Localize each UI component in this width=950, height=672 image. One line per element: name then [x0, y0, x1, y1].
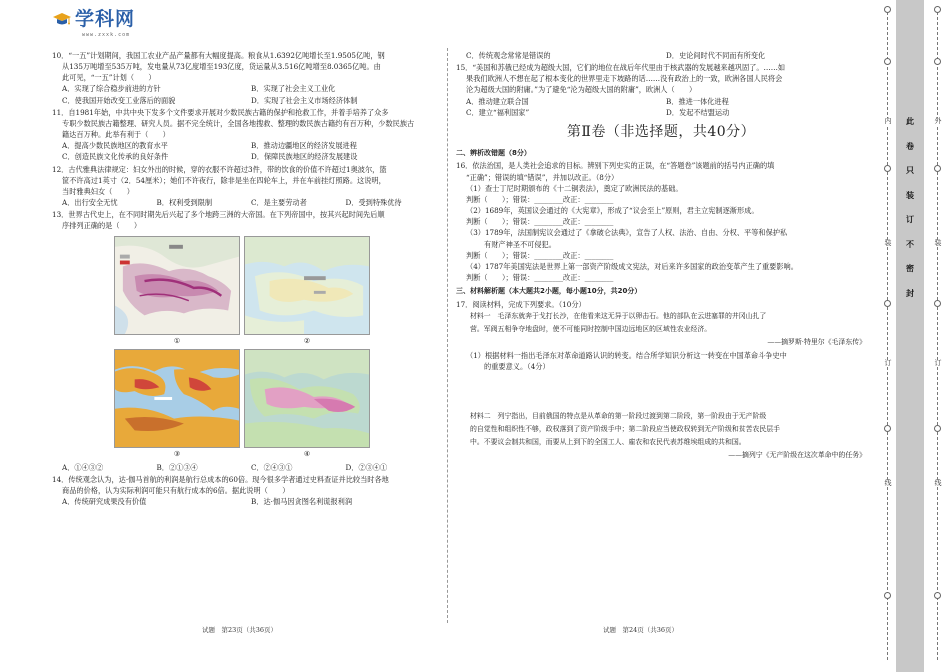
option-b: B．推动边疆地区的经济发展进程 [251, 141, 357, 151]
option-c: C．传统观念常常是错误的 [466, 51, 551, 60]
map-label: ① [173, 336, 181, 345]
seal-char: 密 [906, 264, 914, 273]
sub-question: （1）根据材料一指出毛泽东对革命道路认识的转变。结合所学知识分析这一转变在中国革命斗争史中 [466, 350, 787, 360]
option-a: A．①④③② [62, 462, 104, 472]
option-b: B．权利受到限制 [156, 198, 213, 208]
binding-label: 外 [932, 118, 944, 125]
question-stem: 当时雅典妇女（ ） [62, 186, 134, 196]
seal-notice [896, 110, 924, 306]
question-13 [52, 209, 440, 472]
question-14 [52, 474, 440, 507]
binding-label: 装 [882, 240, 894, 247]
question-stem: 序排列正确的是（ ） [62, 221, 142, 231]
binding-circle [934, 6, 941, 13]
option-b: B．实现了社会主义工业化 [251, 84, 336, 94]
option-c: C．②④③① [251, 462, 293, 472]
question-stem: 14．传统观念认为，达·伽马首航的利润是航行总成本的60倍。现今很多学者通过史料查证并比较当时各地 [52, 474, 389, 484]
question-stem: 沦为超级大国的附庸。”为了避免“沦为超级大国的附庸”，欧洲人（ ） [466, 85, 697, 95]
inner-binding-line [887, 12, 888, 660]
material-2 [456, 410, 866, 462]
binding-circle [934, 165, 941, 172]
seal-char: 只 [906, 166, 914, 175]
option-d: D．发起不结盟运动 [666, 107, 730, 117]
binding-circle [934, 300, 941, 307]
section-title: 三、材料解析题（本大题共2小题，每小题10分，共20分） [456, 287, 642, 296]
answer-space [456, 372, 866, 410]
seal-char: 订 [906, 215, 914, 224]
seal-char: 卷 [906, 141, 914, 151]
binding-label: 订 [932, 360, 944, 367]
sub-item: （1）查士丁尼时期颁布的《十二铜表法》，奠定了欧洲民法的基础。 [466, 183, 683, 193]
site-logo[interactable] [52, 8, 136, 38]
page-footer-left: 试题 第23页（共36页） [202, 626, 278, 634]
seal-strip [896, 0, 924, 672]
logo-text: 学科网 [75, 8, 136, 30]
option-d: D．史论间时代不同而有所变化 [666, 51, 766, 60]
judge-line: 判断（ ）；错误：________改正：________ [466, 217, 614, 227]
binding-circle [934, 592, 941, 599]
binding-circle [884, 6, 891, 13]
material-1 [456, 310, 866, 349]
map-image [244, 349, 370, 448]
sub-item: （2）1689年，英国议会通过的《大宪章》，形成了“议会至上”原则，君主立宪制逐渐形成。 [466, 206, 759, 216]
option-list [456, 50, 866, 61]
option-a: A．出行安全无忧 [62, 198, 118, 208]
option-list [52, 496, 440, 507]
seal-char: 装 [906, 190, 914, 200]
sub-item: （3）1789年，法国制宪议会通过了《拿破仑法典》，宣告了人权、法治、自由、分权、平等和保护私 [466, 228, 788, 238]
option-b: B．推进一体化进程 [666, 96, 729, 106]
question-stem: 籍达百万种。此举有利于（ ） [62, 130, 170, 140]
map-image [114, 236, 240, 335]
map-label: ④ [303, 449, 311, 458]
seal-char: 不 [906, 239, 914, 249]
material-text: 中。不要议会制共和国，而要从上到下的全国工人、雇农和农民代表苏维埃组成的共和国。 [470, 438, 746, 447]
option-a: A．实现了综合稳步前进的方针 [62, 84, 161, 94]
binding-circle [934, 58, 941, 65]
option-d: D．实现了社会主义市场经济体制 [251, 95, 358, 105]
page-footer-right: 试题 第24页（共36页） [603, 626, 679, 634]
question-11 [52, 107, 440, 163]
option-list [52, 140, 440, 162]
question-stem: 商品的价格，认为实际利润可能只有航行成本的6倍。据此说明（ ） [62, 485, 290, 495]
judge-line: 判断（ ）；错误：________改正：________ [466, 273, 614, 283]
question-stem: 12．古代雅典法律规定：妇女外出的时候，穿的衣服不许超过3件，带的饮食的价值不许超过1奥波尔，篮 [52, 164, 387, 174]
binding-circle [884, 425, 891, 432]
part-2-title: 第Ⅱ卷（非选择题，共40分） [566, 123, 756, 140]
option-c: C．创造民族文化传承的良好条件 [62, 152, 169, 162]
map-1 [114, 236, 240, 347]
left-column [52, 50, 440, 508]
option-d: D．②③④① [345, 462, 388, 472]
binding-label: 内 [882, 118, 894, 125]
binding-circle [884, 165, 891, 172]
option-c: C．是主要劳动者 [251, 198, 307, 208]
material-attribution: ——摘罗斯·特里尔《毛泽东传》 [767, 338, 866, 347]
option-b: B．②①③④ [156, 462, 198, 472]
question-10 [52, 50, 440, 106]
option-d: D．受到特殊优待 [345, 198, 402, 208]
material-text: 材料一 毛泽东就奔于戈打长沙，在他看来这无异于以卵击石。他的部队在云进塞罪的井冈山扎了 [470, 312, 767, 321]
graduation-cap-icon [52, 12, 72, 28]
sub-item-cont: 有财产神圣不可侵犯。 [484, 239, 556, 249]
seal-char: 封 [906, 288, 914, 298]
logo-url: www.zxxk.com [82, 32, 131, 38]
outer-binding-line [937, 12, 938, 660]
binding-label: 线 [882, 480, 894, 487]
material-text: 材料二 列宁指出，目前俄国的特点是从革命的第一阶段过渡到第二阶段，第一阶段由于无产阶级 [470, 411, 767, 420]
question-stem: 专职少数民族古籍整理、研究人员。据不完全统计，全国各地搜救、整理的数民族古籍约有百万种，少数民族古 [62, 118, 415, 128]
map-2 [244, 236, 370, 347]
question-12 [52, 164, 440, 209]
option-list [456, 96, 866, 118]
judge-line: 判断（ ）；错误：________改正：________ [466, 250, 614, 260]
material-attribution: ——摘列宁《无产阶级在这次革命中的任务》 [728, 451, 866, 460]
material-text: 营。军阀五相争夺地盘时，使不可能同时控制中国边远地区的区域性农业经济。 [470, 325, 712, 334]
map-label: ③ [173, 449, 181, 458]
question-stem: 果我们欧洲人不想在起了根本变化的世界里走下坡路的话……没有政治上的一致，欧洲各国人民将会 [466, 74, 783, 84]
question-stem: 13．世界古代史上，在不同时期先后兴起了多个地跨三洲的大帝国。在下列帝国中，按其兴起时间先后顺 [52, 210, 385, 220]
binding-circle [884, 58, 891, 65]
right-column [456, 50, 866, 462]
section-title: 二、辨析改错题（8分） [456, 148, 531, 157]
sub-question: 的重要意义。（4分） [484, 361, 550, 371]
judge-line: 判断（ ）；错误：________改正：________ [466, 194, 614, 204]
question-stem: 从135万吨增至535万吨，发电量从73亿度增至193亿度，货运量从3.516亿吨增至8.0365亿吨。由 [62, 62, 381, 72]
question-stem: 16．依法治国，是人类社会追求的目标。辨别下列史实的正误，在“答题卷”该题前的括号内正确的填 [456, 161, 775, 171]
map-image [244, 236, 370, 335]
binding-circle [934, 425, 941, 432]
option-b: B．达·伽马因贪图名利谎报利润 [251, 496, 353, 506]
binding-label: 订 [882, 360, 894, 367]
column-divider [447, 48, 448, 623]
binding-label: 装 [932, 240, 944, 247]
section-material-analysis [456, 286, 866, 462]
binding-circle [884, 592, 891, 599]
option-a: A．传统研究成果没有价值 [62, 496, 147, 506]
option-a: A．推动建立联合国 [466, 96, 529, 106]
question-stem: 15．“美国和苏俄已经成为超级大国，它们的地位在战后年代里由于核武器的发展越来越巩固了。……如 [456, 63, 786, 73]
option-list [52, 462, 440, 473]
material-text: 的自觉性和组织性不够，政权落到了资产阶级手中；第二阶段应当使政权转到无产阶级和贫苦农民层手 [470, 424, 781, 433]
question-14-continued [456, 50, 866, 61]
binding-label: 线 [932, 480, 944, 487]
question-stem: 11．自1981年始，中共中央下发多个文件要求开展对少数民族古籍的保护和抢救工作，并着手培养了众多 [52, 107, 389, 117]
option-c: C．建立“福利国家” [466, 107, 530, 117]
map-4 [244, 349, 370, 460]
question-stem: “正确”；错误的填“错误”，并加以改正。（8分） [466, 172, 619, 182]
map-image [114, 349, 240, 448]
section-analysis-correction [456, 148, 866, 284]
option-c: C．使我国开始改变工业落后的面貌 [62, 95, 176, 105]
option-d: D．保障民族地区的经济发展建设 [251, 152, 358, 162]
option-list [52, 197, 440, 208]
question-stem: 此可见，“一五”计划（ ） [62, 73, 156, 83]
binding-circle [884, 300, 891, 307]
question-stem: 17．阅读材料，完成下列要求。（10分） [456, 300, 586, 310]
question-15 [456, 62, 866, 118]
option-a: A．提高少数民族地区的教育水平 [62, 141, 168, 151]
map-label: ② [303, 336, 311, 345]
option-list [52, 83, 440, 105]
map-3 [114, 349, 240, 460]
question-stem: 10．“一五”计划期间，我国工农业产品产量都有大幅度提高。粮食从1.6392亿吨增长至1.9505亿吨，钢 [52, 51, 385, 60]
question-stem: 筐不许高过1英寸（2．54厘米）；她们不许夜行，除非是坐在四轮车上，并在车前挂灯照路。这说明， [62, 175, 386, 185]
seal-char: 此 [906, 117, 914, 126]
sub-item: （4）1787年美国宪法是世界上第一部资产阶级成文宪法，对后来许多国家的政治变革产生了重要影响。 [466, 261, 798, 271]
map-grid [114, 236, 440, 460]
